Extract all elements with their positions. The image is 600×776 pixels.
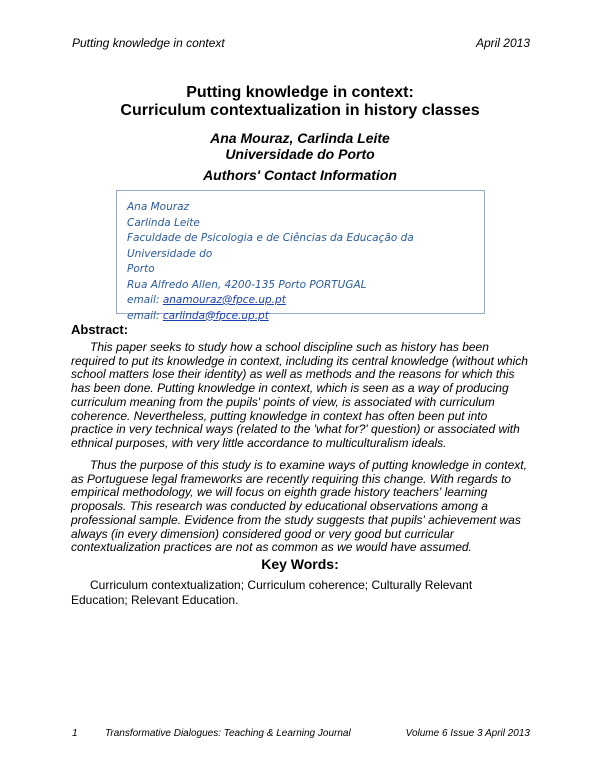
contact-info-box	[116, 190, 485, 322]
keywords-heading: Key Words:	[261, 556, 339, 572]
running-header-date: April 2013	[475, 36, 530, 50]
paper-title-line2: Curriculum contextualization in history classes	[120, 102, 480, 119]
email-label: email:	[127, 309, 160, 322]
contact-email-row-1	[127, 293, 476, 309]
issue-info: Volume 6 Issue 3 April 2013	[405, 728, 530, 739]
paper-title-line1: Putting knowledge in context:	[186, 84, 414, 101]
author-affiliation: Universidade do Porto	[225, 146, 375, 162]
email-link-mouraz[interactable]: anamouraz@fpce.up.pt	[162, 294, 286, 306]
contact-line: Faculdade de Psicologia e de Ciências da Educação da Universidade do	[127, 232, 414, 260]
abstract-paragraph-2: Thus the purpose of this study is to examine ways of putting knowledge in context, as Portuguese legal frameworks are recently requiring this change. With regards to empirical methodology, we will focus on eighth grade history teachers' learning proposals. This research was conducted by educational observations among a professional sample. Evidence from the study suggests that pupils' achievement was always (in every dimension) considered good or very good but curricular contextualization practices are not as common as we would have assumed.	[71, 458, 527, 555]
email-link-leite[interactable]: carlinda@fpce.up.pt	[162, 309, 269, 322]
page-number: 1	[72, 728, 78, 739]
abstract-heading: Abstract:	[71, 322, 129, 337]
contact-heading: Authors' Contact Information	[203, 167, 397, 183]
author-block	[0, 130, 600, 162]
paper-title	[0, 84, 600, 120]
running-header	[72, 36, 530, 50]
contact-line: Ana Mouraz	[127, 201, 190, 213]
email-label: email:	[127, 294, 160, 306]
contact-line: Rua Alfredo Allen, 4200-135 Porto PORTUGAL	[127, 278, 367, 291]
running-header-title: Putting knowledge in context	[72, 36, 225, 50]
contact-line: Carlinda Leite	[127, 216, 200, 229]
keywords-text: Curriculum contextualization; Curriculum coherence; Culturally Relevant Education; Relevant Education.	[71, 578, 473, 607]
abstract-paragraph-1: This paper seeks to study how a school discipline such as history has been required to put its knowledge in context, including its central knowledge (without which school matters lose their identity) as well as methods and the reasons for which this has been done. Putting knowledge in context, which is seen as a way of producing curriculum meaning from the pupils' points of view, is associated with curriculum coherence. Nevertheless, putting knowledge in context has often been put into practice in very technical ways (related to the 'what for?' question) or associated with ethnical purposes, with very little accordance to multiculturalism ideals.	[71, 340, 528, 450]
contact-line: Porto	[127, 263, 155, 275]
journal-name: Transformative Dialogues: Teaching & Learning Journal	[105, 728, 351, 739]
contact-email-row-2	[127, 309, 476, 325]
author-names: Ana Mouraz, Carlinda Leite	[210, 130, 390, 146]
